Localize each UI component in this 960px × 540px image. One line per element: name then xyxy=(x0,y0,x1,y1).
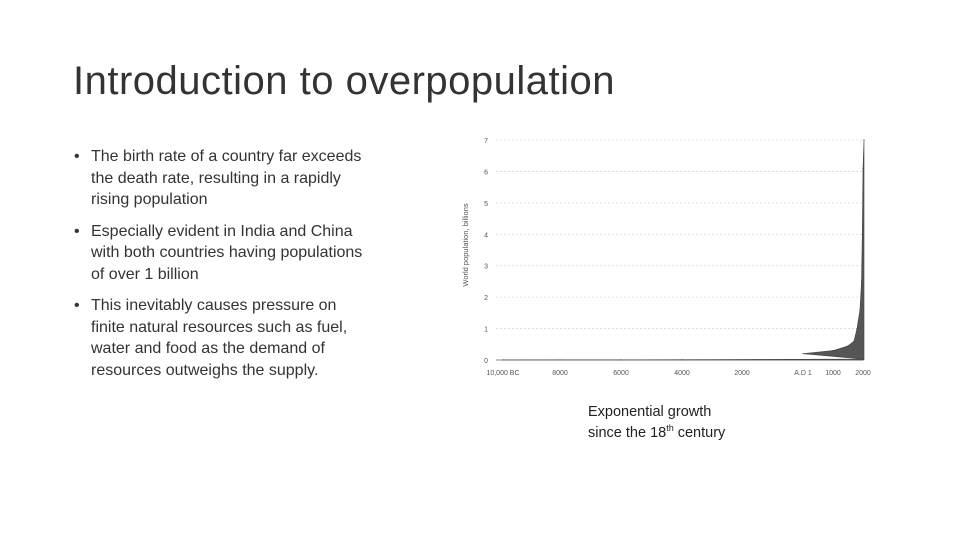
population-chart-svg xyxy=(458,128,878,386)
x-tick-label: 2000 xyxy=(734,370,750,377)
data-point xyxy=(681,359,682,360)
bullet-text: The birth rate of a country far exceeds the death rate, resulting in a rapidly rising population xyxy=(91,148,362,208)
y-tick-label: 4 xyxy=(484,232,488,240)
y-axis-label: World population, billions xyxy=(461,203,470,287)
caption-prefix: since the 18 xyxy=(588,425,667,441)
bullet-item xyxy=(70,221,370,286)
x-tick-label: 2000 xyxy=(855,370,871,377)
x-tick-label: 4000 xyxy=(674,370,690,377)
caption-line-1: Exponential growth xyxy=(588,404,712,420)
y-tick-label: 0 xyxy=(484,358,488,365)
data-point xyxy=(802,353,803,354)
y-tick-label: 7 xyxy=(484,138,488,145)
data-point xyxy=(859,309,860,310)
data-point xyxy=(862,359,863,360)
y-tick-label: 3 xyxy=(484,263,488,271)
data-point xyxy=(856,328,857,329)
bullet-item xyxy=(70,146,370,211)
caption-superscript: th xyxy=(666,423,674,434)
chart-caption xyxy=(588,402,808,444)
y-tick-label: 6 xyxy=(484,169,488,177)
slide-title: Introduction to overpopulation xyxy=(73,59,616,103)
bullet-item xyxy=(70,295,370,381)
data-point xyxy=(862,234,863,235)
bullet-text: Especially evident in India and China with both countries having populations of over 1 billion xyxy=(91,222,363,283)
bullet-dot: • xyxy=(74,297,80,314)
x-tick-label: 6000 xyxy=(613,370,629,377)
bullet-text: This inevitably causes pressure on finite natural resources such as fuel, water and food as the demand of resources outweighs the supply. xyxy=(91,297,348,379)
caption-suffix: century xyxy=(673,425,726,441)
y-tick-label: 1 xyxy=(484,326,488,334)
x-tick-label: 8000 xyxy=(552,370,568,377)
x-tick-label: 10,000 BC xyxy=(486,370,520,377)
data-point xyxy=(863,139,864,140)
bullet-dot: • xyxy=(74,222,80,240)
data-point xyxy=(853,341,854,342)
caption-line-2 xyxy=(588,423,808,444)
x-tick-label: A.D 1 xyxy=(794,370,812,377)
data-point xyxy=(847,345,848,346)
y-tick-label: 5 xyxy=(484,200,488,208)
x-tick-label: 1000 xyxy=(825,370,841,377)
bullet-list xyxy=(70,146,370,391)
population-chart xyxy=(458,128,878,386)
data-point xyxy=(559,359,560,360)
data-point xyxy=(620,359,621,360)
population-area xyxy=(503,140,864,360)
y-tick-label: 2 xyxy=(484,295,488,303)
data-point xyxy=(861,281,862,282)
bullet-dot: • xyxy=(74,148,80,165)
data-point xyxy=(502,359,503,360)
data-point xyxy=(862,168,863,169)
data-point xyxy=(832,350,833,351)
